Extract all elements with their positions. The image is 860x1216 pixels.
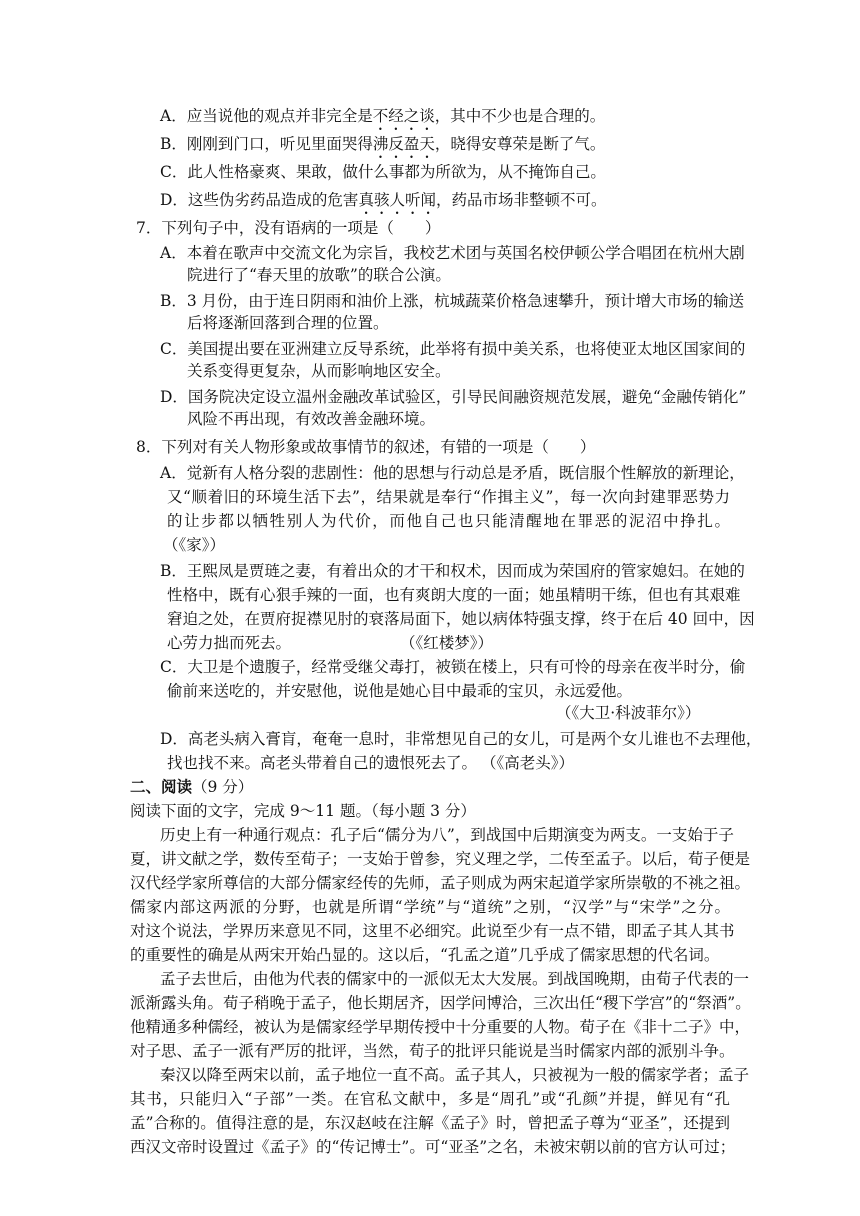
section-instruction: 阅读下面的文字，完成 9～11 题。（每小题 3 分） bbox=[130, 802, 476, 820]
section-heading bbox=[130, 776, 253, 798]
passage-p1-line1: 历史上有一种通行观点：孔子后“儒分为八”，到战国中后期演变为两支。一支始于子 bbox=[160, 826, 734, 844]
q7-option-b-line1: B．3 月份，由于连日阴雨和油价上涨，杭城蔬菜价格急速攀升，预计增大市场的输送 bbox=[160, 292, 745, 310]
q8-option-c-line2: 偷前来送吃的，并安慰他，说他是她心目中最乖的宝贝，永远爱他。 bbox=[167, 682, 633, 700]
section-heading-score: （9 分） bbox=[192, 778, 254, 796]
q8-option-a-line1: A．觉新有人格分裂的悲剧性：他的思想与行动总是矛盾，既信服个性解放的新理论， bbox=[160, 464, 745, 482]
q6-option-d-pre: D．这些伪劣药品造成的危害 bbox=[160, 191, 359, 209]
passage-p1-line4: 儒家内部这两派的分野，也就是所谓“学统”与“道统”之别，“汉学”与“宋学”之分。 bbox=[130, 898, 730, 916]
q6-option-d-emphasis: 真骇人听闻 bbox=[358, 191, 436, 209]
q6-option-d bbox=[160, 189, 606, 211]
q7-option-a-line2: 院进行了“春天里的放歌”的联合公演。 bbox=[187, 266, 451, 284]
passage-p3-line1: 秦汉以降至两宋以前，孟子地位一直不高。孟子其人，只被视为一般的儒家学者；孟子 bbox=[160, 1066, 750, 1084]
q6-option-a bbox=[160, 105, 605, 127]
q7-option-c-line1: C．美国提出要在亚洲建立反导系统，此举将有损中美关系，也将使亚太地区国家间的 bbox=[160, 340, 746, 358]
q8-option-a-source: （《家》） bbox=[163, 536, 226, 554]
q8-option-b-line1: B．王熙凤是贾琏之妻，有着出众的才干和权术，因而成为荣国府的管家媳妇。在她的 bbox=[160, 562, 745, 580]
q6-option-a-post: ，其中不少也是合理的。 bbox=[434, 107, 606, 125]
q6-option-b-pre: B．刚刚到门口，听见里面哭得 bbox=[160, 135, 373, 153]
q8-option-b-line4: 心劳力拙而死去。 bbox=[167, 634, 292, 652]
q8-option-d-line1: D．高老头病入膏肓，奄奄一息时，非常想见自己的女儿，可是两个女儿谁也不去理他， bbox=[160, 730, 762, 748]
q8-option-c-line1: C．大卫是个遗腹子，经常受继父毒打，被锁在楼上，只有可怜的母亲在夜半时分，偷 bbox=[160, 658, 746, 676]
q7-option-a-line1: A．本着在歌声中交流文化为宗旨，我校艺术团与英国名校伊顿公学合唱团在杭州大剧 bbox=[160, 244, 745, 262]
passage-p2-line3: 他精通多种儒经，被认为是儒家经学早期传授中十分重要的人物。荀子在《非十二子》中， bbox=[130, 1018, 751, 1036]
q8-option-b-line2: 性格中，既有心狠手辣的一面，也有爽朗大度的一面；她虽精明干练，但也有其艰难 bbox=[167, 586, 741, 604]
q7-option-c-line2: 关系变得更复杂，从而影响地区安全。 bbox=[187, 362, 451, 380]
q8-option-d-source: （《高老头》） bbox=[481, 754, 575, 772]
q6-option-a-emphasis: 不经之谈 bbox=[372, 107, 435, 125]
q6-option-c: C．此人性格豪爽、果敢，做什么事都为所欲为，从不掩饰自己。 bbox=[160, 163, 606, 181]
passage-p1-line3: 汉代经学家所尊信的大部分儒家经传的先师，孟子则成为两宋起道学家所崇敬的不祧之祖。 bbox=[130, 874, 751, 892]
q8-option-d-line2: 找也找不来。高老头带着自己的遗恨死去了。 bbox=[167, 754, 478, 772]
q7-option-d-line1: D．国务院决定设立温州金融改革试验区，引导民间融资规范发展，避免“金融传销化” bbox=[160, 388, 747, 406]
passage-p2-line4: 对子思、孟子一派有严厉的批评，当然，荀子的批评只能说是当时儒家内部的派别斗争。 bbox=[130, 1042, 735, 1060]
q6-option-b bbox=[160, 133, 605, 155]
q7-stem: 7．下列句子中，没有语病的一项是（ ） bbox=[136, 219, 441, 237]
section-heading-title: 二、阅读 bbox=[130, 777, 193, 796]
passage-p3-line4: 西汉文帝时设置过《孟子》的“传记博士”。可“亚圣”之名，未被宋朝以前的官方认可过； bbox=[130, 1138, 736, 1156]
q7-option-d-line2: 风险不再出现，有效改善金融环境。 bbox=[187, 410, 436, 428]
passage-p3-line2: 其书，只能归入“子部”一类。在官私文献中，多是“周孔”或“孔颜”并提，鲜见有“孔 bbox=[130, 1090, 730, 1108]
passage-p1-line6: 的重要性的确是从两宋开始凸显的。这以后，“孔孟之道”几乎成了儒家思想的代名词。 bbox=[130, 946, 720, 964]
passage-p1-line5: 对这个说法，学界历来意见不同，这里不必细究。此说至少有一点不错，即孟子其人其书 bbox=[130, 922, 735, 940]
q8-option-b-source: （《红楼梦》） bbox=[400, 634, 494, 652]
q8-stem: 8．下列对有关人物形象或故事情节的叙述，有错的一项是（ ） bbox=[136, 438, 596, 456]
q7-option-b-line2: 后将逐渐回落到合理的位置。 bbox=[187, 314, 389, 332]
passage-p2-line2: 派渐露头角。荀子稍晚于孟子，他长期居齐，因学问博洽，三次出任“稷下学宫”的“祭酒”。 bbox=[130, 994, 751, 1012]
passage-p1-line2: 夏，讲文献之学，数传至荀子；一支始于曾参，究义理之学，二传至孟子。以后，荀子便是 bbox=[130, 850, 751, 868]
q8-option-c-source: （《大卫·科波菲尔》） bbox=[556, 704, 701, 722]
q6-option-a-pre: A．应当说他的观点并非完全是 bbox=[160, 107, 373, 125]
q6-option-d-post: ，药品市场非整顿不可。 bbox=[435, 191, 607, 209]
q6-option-b-post: ，晓得安尊荣是断了气。 bbox=[434, 135, 606, 153]
passage-p2-line1: 孟子去世后，由他为代表的儒家中的一派似无太大发展。到战国晚期，由荀子代表的一 bbox=[160, 970, 750, 988]
q6-option-b-emphasis: 沸反盈天 bbox=[372, 135, 435, 153]
passage-p3-line3: 孟”合称的。值得注意的是，东汉赵岐在注解《孟子》时，曾把孟子尊为“亚圣”，还提到 bbox=[130, 1114, 730, 1132]
q8-option-b-line3: 窘迫之处，在贾府捉襟见肘的衰落局面下，她以病体特强支撑，终于在后 40 回中，因 bbox=[167, 610, 755, 628]
q8-option-a-line3: 的让步都以牺牲别人为代价，而他自己也只能清醒地在罪恶的泥沼中挣扎。 bbox=[167, 512, 730, 530]
q8-option-a-line2: 又“顺着旧的环境生活下去”，结果就是奉行“作揖主义”，每一次向封建罪恶势力 bbox=[167, 488, 730, 506]
